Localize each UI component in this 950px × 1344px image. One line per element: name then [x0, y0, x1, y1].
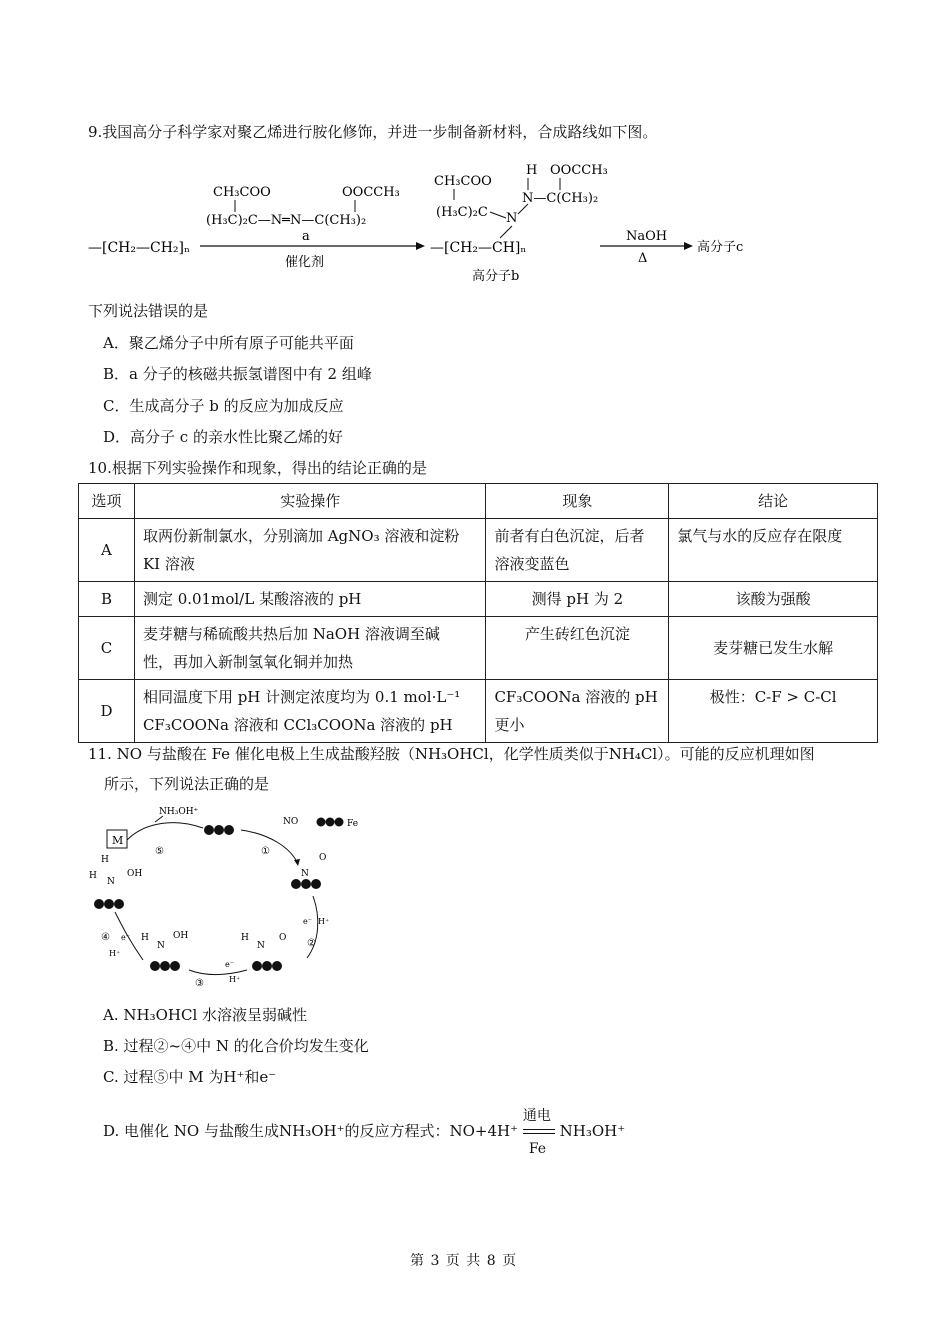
equation-condition — [522, 1108, 555, 1157]
step3-e: e⁻ — [225, 960, 234, 969]
header-phenomenon: 现象 — [486, 484, 669, 519]
header-option: 选项 — [79, 484, 135, 519]
step2-h: H⁺ — [318, 917, 330, 926]
step4-h: H⁺ — [109, 949, 121, 958]
equals-bar-top — [523, 1129, 555, 1130]
equals-bar-bottom — [523, 1133, 555, 1134]
step5-label: ⑤ — [155, 846, 164, 857]
row-option: C — [79, 617, 135, 680]
label-catalyst: 催化剂 — [285, 255, 325, 270]
q11-stem-line1: 11. NO 与盐酸在 Fe 催化电极上生成盐酸羟胺（NH₃OHCl，化学性质类似于NH₄Cl）。可能的反应机理如图 — [88, 745, 815, 763]
product-b-bond-5 — [500, 226, 512, 238]
table-row — [79, 617, 878, 680]
oh-label-4: OH — [127, 869, 143, 879]
step2-e: e⁻ — [303, 917, 312, 926]
reagent-naoh: NaOH — [626, 229, 668, 244]
atom-h-4b: H — [89, 871, 97, 881]
step5-arrow — [127, 823, 203, 840]
product-b-chain: —[CH₂—CH]ₙ — [430, 240, 527, 256]
q11-option-d — [103, 1108, 626, 1157]
product-b-n: N — [506, 211, 518, 226]
reagent-heat: Δ — [638, 251, 648, 266]
fe-atom — [160, 961, 170, 971]
nh3oh-label: NH₃OH⁺ — [159, 807, 199, 817]
fe-atom — [301, 879, 311, 889]
fe-atom — [114, 899, 124, 909]
atom-o-2: O — [279, 933, 287, 943]
step3-arrow — [189, 970, 247, 975]
q9-option-d: D．高分子 c 的亲水性比聚乙烯的好 — [103, 428, 343, 446]
fe-atom — [204, 825, 214, 835]
fe-atom — [224, 825, 234, 835]
atom-h-3: H — [141, 933, 149, 943]
label-a: a — [302, 229, 310, 244]
q9-option-a: A．聚乙烯分子中所有原子可能共平面 — [103, 334, 354, 352]
fe-atom — [94, 899, 104, 909]
reagent-a-top-right: OOCCH₃ — [342, 185, 400, 200]
product-b-top-left: CH₃COO — [434, 174, 492, 189]
fe-atom — [150, 961, 160, 971]
fe-atom — [252, 961, 262, 971]
q11-mechanism-diagram — [85, 800, 385, 990]
product-b-label: 高分子b — [472, 269, 520, 284]
reagent-a-core: (H₃C)₂C—N═N—C(CH₃)₂ — [206, 213, 367, 228]
row-option: D — [79, 680, 135, 743]
q11-stem-line2: 所示，下列说法正确的是 — [104, 775, 270, 793]
oh-label-3: OH — [173, 931, 189, 941]
table-row — [79, 680, 878, 743]
fe-atom — [104, 899, 114, 909]
atom-n-1: N — [301, 869, 309, 879]
row-option: A — [79, 519, 135, 582]
fe-legend-atom — [326, 818, 335, 827]
row-operation: 测定 0.01mol/L 某酸溶液的 pH — [134, 582, 486, 617]
row-conclusion: 该酸为强酸 — [669, 582, 878, 617]
fe-atom — [311, 879, 321, 889]
product-b-mid-left: (H₃C)₂C — [436, 205, 488, 220]
table-row — [79, 582, 878, 617]
product-c: 高分子c — [697, 240, 744, 255]
row-phenomenon: CF₃COONa 溶液的 pH 更小 — [486, 680, 669, 743]
q11-option-c: C. 过程⑤中 M 为H⁺和e⁻ — [103, 1068, 277, 1086]
no-label: NO — [283, 817, 299, 827]
fe-atom — [272, 961, 282, 971]
row-operation: 麦芽糖与稀硫酸共热后加 NaOH 溶液调至碱 性，再加入新制氢氧化铜并加热 — [134, 617, 486, 680]
condition-over: 通电 — [522, 1108, 551, 1124]
atom-h-2: H — [241, 933, 249, 943]
row-conclusion: 极性：C-F > C-Cl — [669, 680, 878, 743]
polyethylene: —[CH₂—CH₂]ₙ — [88, 240, 191, 256]
q10-stem: 10.根据下列实验操作和现象，得出的结论正确的是 — [88, 459, 427, 477]
q9-synthesis-scheme — [80, 158, 800, 288]
header-operation: 实验操作 — [134, 484, 486, 519]
atom-n-3: N — [157, 941, 165, 951]
table-row — [79, 519, 878, 582]
fe-atom — [262, 961, 272, 971]
atom-n-4: N — [107, 877, 115, 887]
row-conclusion: 氯气与水的反应存在限度 — [669, 519, 878, 582]
step4-label: ④ — [101, 932, 110, 943]
q9-option-c: C．生成高分子 b 的反应为加成反应 — [103, 397, 344, 415]
arrow-1-head — [416, 242, 425, 250]
q10-table — [78, 483, 878, 743]
row-phenomenon: 测得 pH 为 2 — [486, 582, 669, 617]
fe-atom — [170, 961, 180, 971]
q9-stem: 9.我国高分子科学家对聚乙烯进行胺化修饰，并进一步制备新材料，合成路线如下图。 — [88, 123, 658, 141]
fe-legend-atom — [317, 818, 326, 827]
product-b-n-right: N—C(CH₃)₂ — [522, 191, 599, 206]
fe-legend-label: Fe — [347, 819, 359, 829]
row-conclusion: 麦芽糖已发生水解 — [669, 617, 878, 680]
row-option: B — [79, 582, 135, 617]
fe-legend-atom — [335, 818, 344, 827]
fe-atom — [214, 825, 224, 835]
product-b-bond-4 — [490, 212, 506, 218]
q11-option-a: A. NH₃OHCl 水溶液呈弱碱性 — [103, 1006, 308, 1024]
step3-label: ③ — [195, 978, 204, 989]
condition-under: Fe — [528, 1141, 547, 1157]
q9-option-b: B．a 分子的核磁共振氢谱图中有 2 组峰 — [103, 365, 372, 383]
product-b-top-right: OOCCH₃ — [550, 163, 608, 178]
product-b-h: H — [526, 163, 538, 178]
row-operation: 相同温度下用 pH 计测定浓度均为 0.1 mol·L⁻¹ CF₃COONa 溶液和 CCl₃COONa 溶液的 pH — [134, 680, 486, 743]
step4-e: e⁻ — [121, 933, 130, 942]
row-phenomenon: 前者有白色沉淀，后者 溶液变蓝色 — [486, 519, 669, 582]
fe-atom — [291, 879, 301, 889]
step3-h: H⁺ — [229, 975, 241, 984]
step1-label: ① — [261, 846, 270, 857]
step1-arrow-head — [294, 859, 300, 866]
option-d-text: D. 电催化 NO 与盐酸生成NH₃OH⁺的反应方程式：NO+4H⁺ — [103, 1122, 519, 1140]
option-d-product: NH₃OH⁺ — [559, 1122, 626, 1140]
m-label: M — [112, 834, 124, 847]
step2-label: ② — [307, 938, 316, 949]
q9-question: 下列说法错误的是 — [88, 302, 209, 320]
atom-h-4a: H — [101, 855, 109, 865]
reagent-a-top-left: CH₃COO — [213, 185, 271, 200]
q11-option-b: B. 过程②~④中 N 的化合价均发生变化 — [103, 1037, 369, 1055]
header-conclusion: 结论 — [669, 484, 878, 519]
row-phenomenon: 产生砖红色沉淀 — [486, 617, 669, 680]
page-footer: 第 3 页 共 8 页 — [410, 1253, 518, 1269]
row-operation: 取两份新制氯水，分别滴加 AgNO₃ 溶液和淀粉 KI 溶液 — [134, 519, 486, 582]
arrow-2-head — [684, 242, 693, 250]
atom-n-2: N — [257, 941, 265, 951]
table-header-row — [79, 484, 878, 519]
atom-o-1: O — [319, 853, 327, 863]
